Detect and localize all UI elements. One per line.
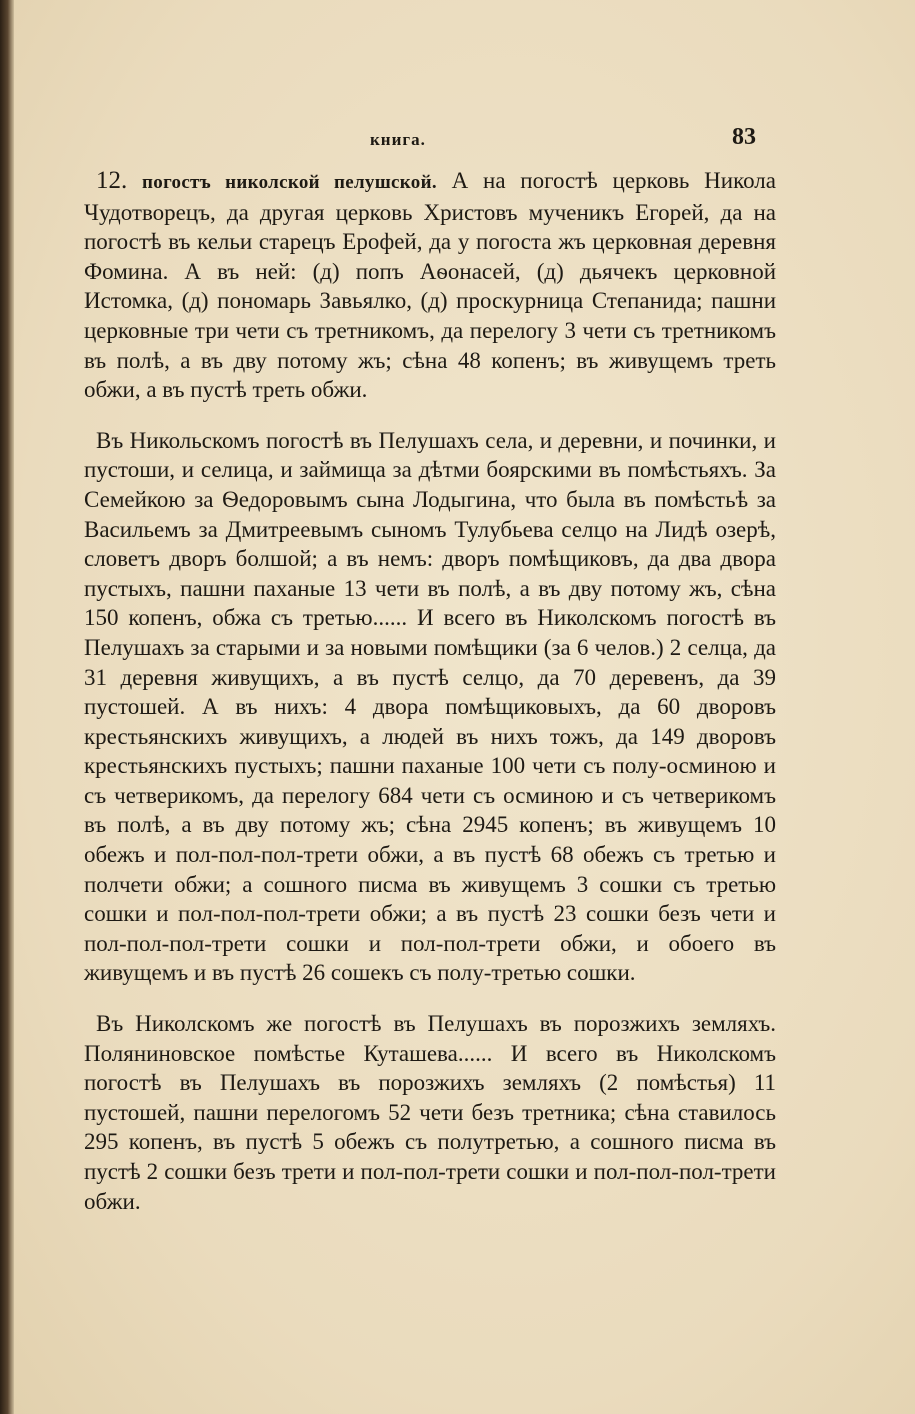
paragraph-number: 12.	[96, 167, 128, 194]
running-title: книга.	[370, 130, 426, 149]
book-spine-shadow	[0, 0, 14, 1414]
paragraph-1	[84, 166, 776, 405]
book-page	[14, 0, 915, 1414]
paragraph-2	[84, 426, 776, 988]
paragraph-text: А на погостѣ церковь Никола Чудотворецъ, да другая церковь Христовъ мученикъ Егорей, да на погостѣ въ кельи старецъ Ерофей, да у погоста жъ церковная деревня Фомина. А въ ней: (д) попъ Аѳонасей, (д) дьячекъ церковной Истомка, (д) пономарь Завьялко, (д) проскурница Степанида; пашни церковные три чети съ третникомъ, да перелогу 3 чети съ третникомъ въ полѣ, а въ дву потому жъ; сѣна 48 копенъ; въ живущемъ треть обжи, а въ пустѣ треть обжи.	[84, 168, 776, 403]
page-number: 83	[732, 124, 756, 150]
paragraph-title: погостъ николской пелушской.	[142, 172, 437, 193]
page-header	[14, 118, 915, 158]
paragraph-text: Въ Никольскомъ погостѣ въ Пелушахъ села, и деревни, и починки, и пустоши, и селица, и займища за дѣтми боярскими въ помѣстьяхъ. За Семейкою за Ѳедоровымъ сына Лодыгина, что была въ помѣстьѣ за Васильемъ за Дмитреевымъ сыномъ Тулубьева селцо на Лидѣ озерѣ, словетъ дворъ болшой; а въ немъ: дворъ помѣщиковъ, да два двора пустыхъ, пашни паханые 13 чети въ полѣ, а въ дву потому жъ, сѣна 150 копенъ, обжа съ третью...... И всего въ Николскомъ погостѣ въ Пелушахъ за старыми и за новыми помѣщики (за 6 челов.) 2 селца, да 31 деревня живущихъ, а въ пустѣ селцо, да 70 деревенъ, да 39 пустошей. А въ нихъ: 4 двора помѣщиковыхъ, да 60 дворовъ крестьянскихъ живущихъ, а людей въ нихъ тожъ, да 149 дворовъ крестьянскихъ пустыхъ; пашни паханые 100 чети съ полу-осминою и съ четверикомъ, да перелогу 684 чети съ осминою и съ четверикомъ въ полѣ, а въ дву потому жъ; сѣна 2945 копенъ; въ живущемъ 10 обежъ и пол-пол-пол-трети обжи, а въ пустѣ 68 обежъ съ третью и полчети обжи; а сошного писма въ живущемъ 3 сошки съ третью сошки и пол-пол-пол-трети обжи; а въ пустѣ 23 сошки безъ чети и пол-пол-пол-трети сошки и пол-пол-трети обжи, и обоего въ живущемъ и въ пустѣ 26 сошекъ съ полу-третью сошки.	[84, 427, 776, 986]
body-text	[84, 166, 776, 1216]
paragraph-text: Въ Николскомъ же погостѣ въ Пелушахъ въ порозжихъ земляхъ. Поляниновское помѣстье Куташева...... И всего въ Николскомъ погостѣ въ Пелушахъ въ порозжихъ земляхъ (2 помѣстья) 11 пустошей, пашни перелогомъ 52 чети безъ третника; сѣна ставилось 295 копенъ, въ пустѣ 5 обежъ съ полутретью, а сошного писма въ пустѣ 2 сошки безъ трети и пол-пол-трети сошки и пол-пол-пол-трети обжи.	[84, 1011, 776, 1214]
paragraph-3	[84, 1009, 776, 1216]
